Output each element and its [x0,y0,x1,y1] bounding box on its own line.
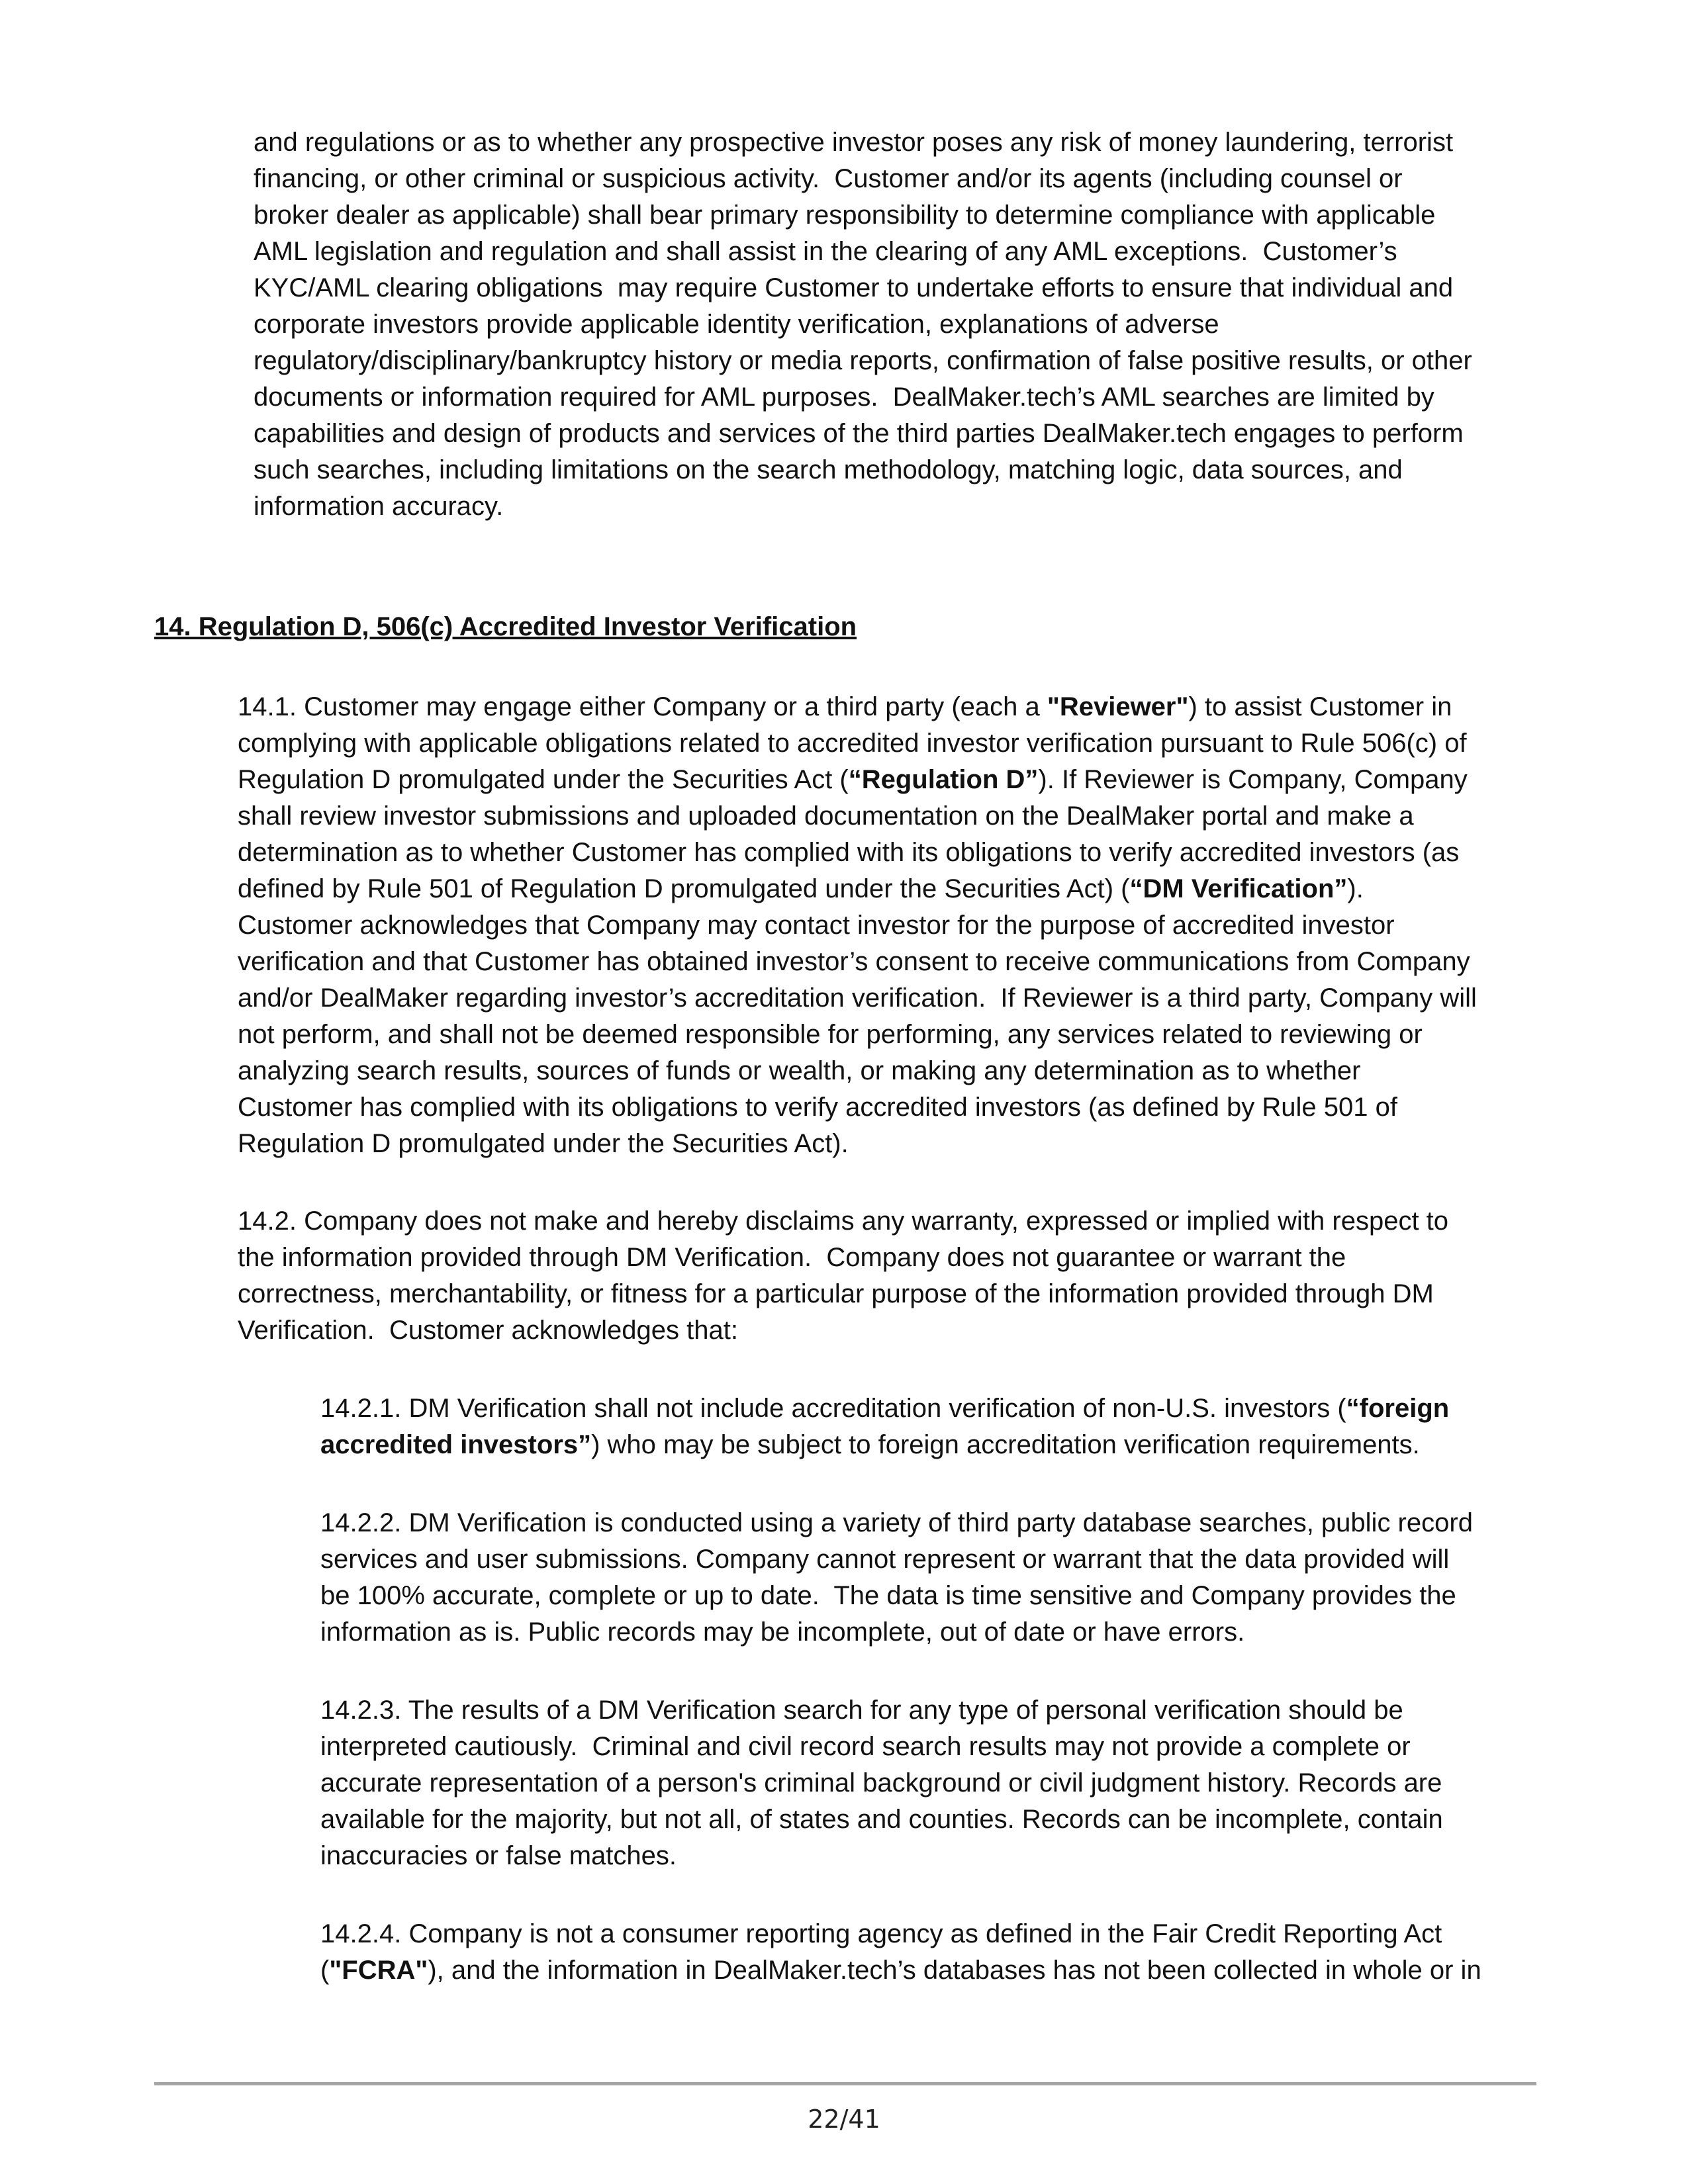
paragraph-line: available for the majority, but not all, of states and counties. Records can be incomplete, contain [320,1805,1443,1834]
paragraph-line: information accuracy. [254,492,504,521]
paragraph-line: 14.2.2. DM Verification is conducted using a variety of third party database searches, public record [320,1508,1473,1537]
defined-term: accredited investors” [320,1430,592,1459]
paragraph-line: determination as to whether Customer has complied with its obligations to verify accredited investors (as [238,838,1460,867]
paragraph-line: Verification. Customer acknowledges that: [238,1316,738,1345]
defined-term: "Reviewer" [1047,692,1189,721]
paragraph-line: and/or DealMaker regarding investor’s accreditation verification. If Reviewer is a third party, Company will [238,983,1477,1013]
section-heading: 14. Regulation D, 506(c) Accredited Investor Verification [154,612,857,641]
paragraph-line: not perform, and shall not be deemed responsible for performing, any services related to reviewing or [238,1020,1423,1049]
defined-term: “foreign [1346,1394,1450,1423]
text-run: ). [1347,874,1364,903]
paragraph-line: corporate investors provide applicable identity verification, explanations of adverse [254,310,1219,339]
text-run: 14.1. Customer may engage either Company or a third party (each a [238,692,1047,721]
paragraph-line: Regulation D promulgated under the Securities Act). [238,1129,849,1158]
text-run: ), and the information in DealMaker.tech’s databases has not been collected in whole or in [428,1956,1481,1985]
paragraph-line: accurate representation of a person's criminal background or civil judgment history. Records are [320,1768,1442,1797]
paragraph-line: and regulations or as to whether any prospective investor poses any risk of money laundering, terrorist [254,128,1454,157]
paragraph-line: 14.2. Company does not make and hereby disclaims any warranty, expressed or implied with respect to [238,1206,1449,1236]
paragraph-line [320,1432,1420,1458]
paragraph-line [320,1395,1449,1422]
paragraph-line: such searches, including limitations on the search methodology, matching logic, data sources, and [254,455,1403,484]
paragraph-line: broker dealer as applicable) shall bear primary responsibility to determine compliance with applicable [254,201,1436,230]
page-number: 22/41 [808,2105,880,2134]
paragraph-line: 14.2.4. Company is not a consumer reporting agency as defined in the Fair Credit Reporting Act [320,1919,1442,1948]
paragraph-line: Customer acknowledges that Company may contact investor for the purpose of accredited investor [238,911,1395,940]
paragraph-line: the information provided through DM Verification. Company does not guarantee or warrant the [238,1243,1346,1272]
text-run: Regulation D promulgated under the Securities Act ( [238,765,849,794]
paragraph-line: correctness, merchantability, or fitness for a particular purpose of the information provided through DM [238,1279,1434,1308]
paragraph-line: shall review investor submissions and uploaded documentation on the DealMaker portal and make a [238,801,1414,831]
text-run: ( [320,1956,330,1985]
paragraph-line: complying with applicable obligations related to accredited investor verification pursuant to Rule 506(c) of [238,729,1467,758]
paragraph-line: information as is. Public records may be incomplete, out of date or have errors. [320,1617,1245,1647]
paragraph-line [238,876,1364,902]
paragraph-line [320,1957,1481,1983]
paragraph-line [238,766,1468,793]
paragraph-line: documents or information required for AML purposes. DealMaker.tech’s AML searches are limited by [254,383,1434,412]
paragraph-line: services and user submissions. Company cannot represent or warrant that the data provided will [320,1545,1450,1574]
paragraph-line: regulatory/disciplinary/bankruptcy history or media reports, confirmation of false positive results, or other [254,346,1472,375]
paragraph-line: AML legislation and regulation and shall assist in the clearing of any AML exceptions. Customer’s [254,237,1397,266]
paragraph-line: analyzing search results, sources of funds or wealth, or making any determination as to whether [238,1056,1361,1085]
defined-term: “Regulation D” [848,765,1039,794]
paragraph-line: 14.2.3. The results of a DM Verification search for any type of personal verification should be [320,1696,1403,1725]
paragraph-line: be 100% accurate, complete or up to date. The data is time sensitive and Company provides the [320,1581,1456,1610]
paragraph-line: inaccuracies or false matches. [320,1841,677,1870]
paragraph-line: financing, or other criminal or suspicious activity. Customer and/or its agents (including counsel or [254,164,1403,193]
text-run: 14.2.1. DM Verification shall not include accreditation verification of non-U.S. investors ( [320,1394,1346,1423]
paragraph-line: interpreted cautiously. Criminal and civil record search results may not provide a complete or [320,1732,1411,1761]
defined-term: “DM Verification” [1129,874,1348,903]
text-run: defined by Rule 501 of Regulation D promulgated under the Securities Act) ( [238,874,1130,903]
paragraph-line: Customer has complied with its obligations to verify accredited investors (as defined by Rule 501 of [238,1093,1397,1122]
paragraph-line: capabilities and design of products and services of the third parties DealMaker.tech engages to perform [254,419,1464,448]
paragraph-line: KYC/AML clearing obligations may require Customer to undertake efforts to ensure that individual and [254,273,1454,302]
paragraph-line: verification and that Customer has obtained investor’s consent to receive communications from Company [238,947,1470,976]
text-run: ). If Reviewer is Company, Company [1038,765,1468,794]
footer-divider [154,2082,1536,2085]
text-run: ) who may be subject to foreign accreditation verification requirements. [591,1430,1420,1459]
paragraph-line [238,694,1452,720]
defined-term: "FCRA" [329,1956,428,1985]
text-run: ) to assist Customer in [1188,692,1452,721]
